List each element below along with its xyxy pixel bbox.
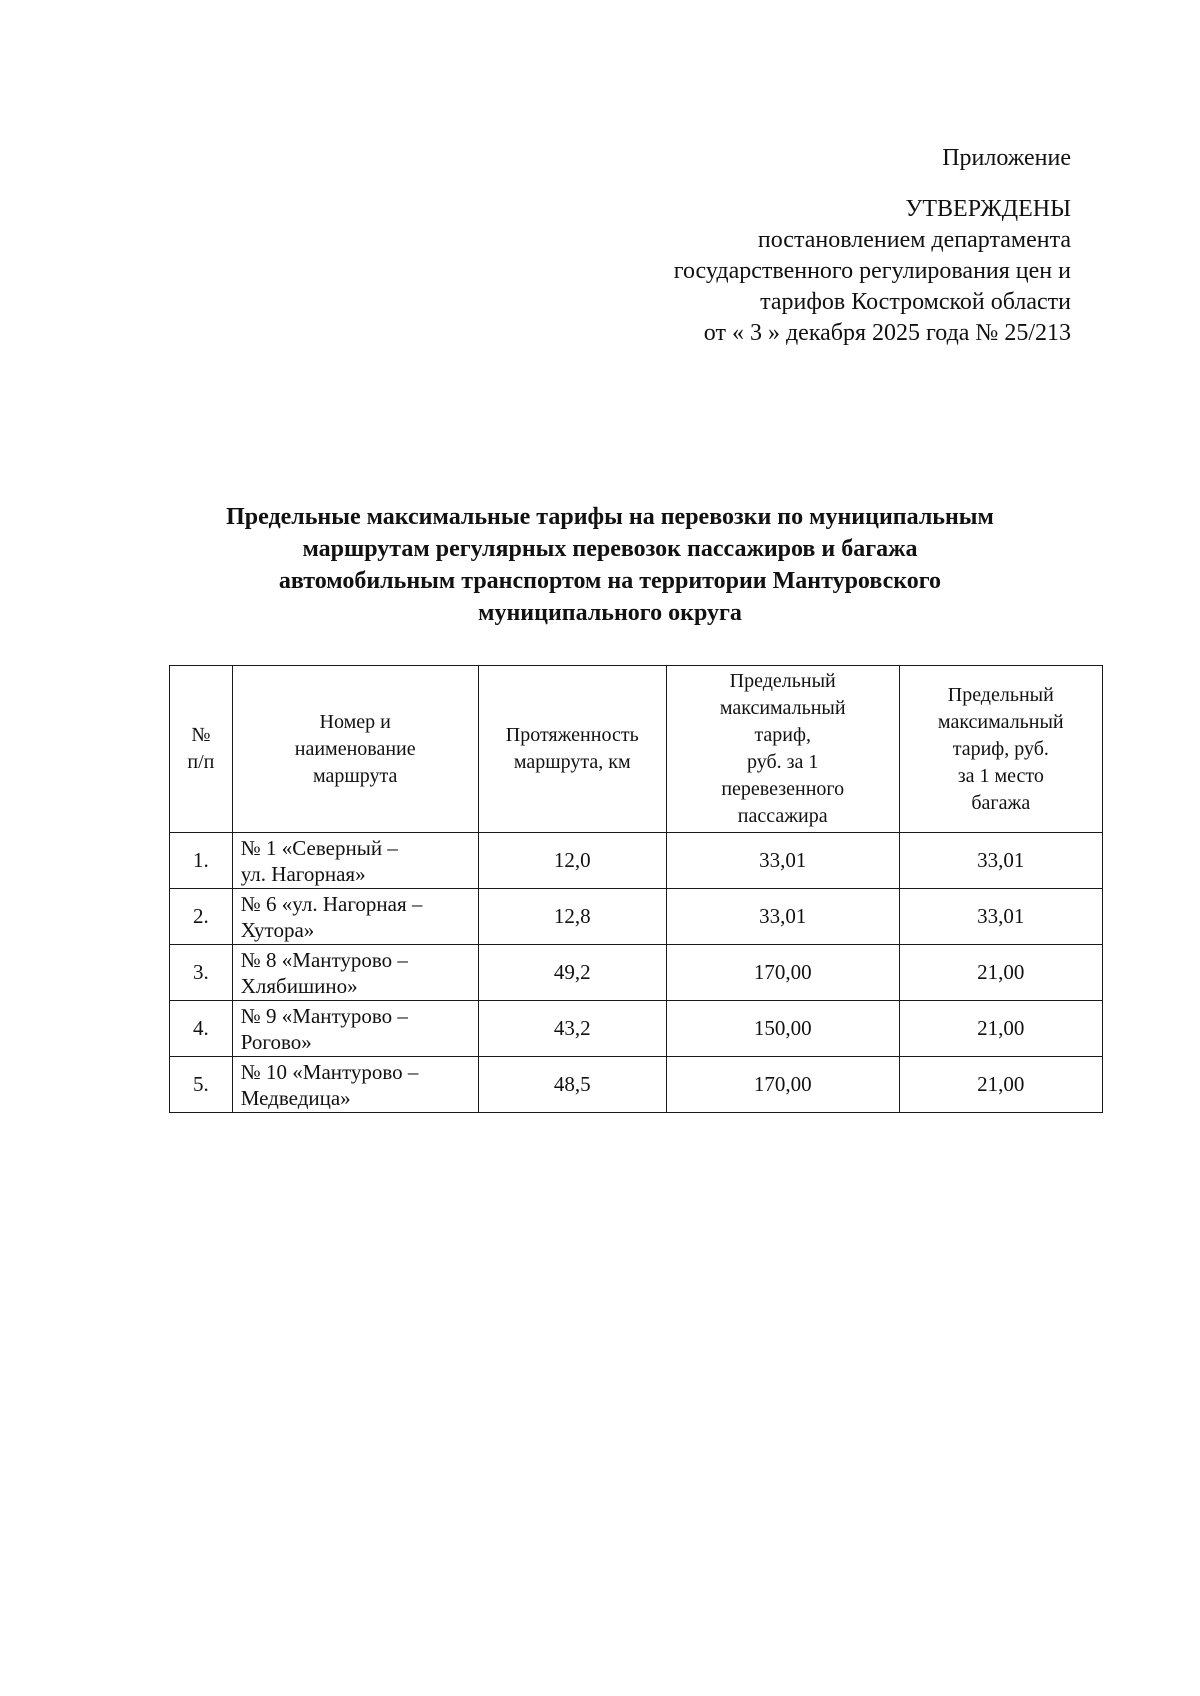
tariff-table [169,665,1103,1113]
approved-label: УТВЕРЖДЕНЫ [905,196,1071,222]
row-number: 3. [170,945,233,1001]
passenger-fare: 33,01 [666,833,899,889]
route-length: 49,2 [478,945,666,1001]
header-number: № п/п [170,666,233,833]
row-number: 4. [170,1001,233,1057]
approval-line-4: от « 3 » декабря 2025 года № 25/213 [703,320,1071,346]
row-number: 2. [170,889,233,945]
header-baggage-fare: Предельный максимальный тариф, руб. за 1 место багажа [899,666,1102,833]
title-line-3: автомобильным транспортом на территории Мантуровского [278,568,942,594]
passenger-fare: 170,00 [666,1057,899,1113]
passenger-fare: 33,01 [666,889,899,945]
route-length: 48,5 [478,1057,666,1113]
approval-line-3: тарифов Костромской области [760,289,1071,315]
header-passenger-fare: Предельный максимальный тариф, руб. за 1 перевезенного пассажира [666,666,899,833]
baggage-fare: 21,00 [899,1001,1102,1057]
table-row [170,1057,1103,1113]
baggage-fare: 21,00 [899,1057,1102,1113]
title-line-2: маршрутам регулярных перевозок пассажиров и багажа [302,536,918,562]
header-route: Номер и наименование маршрута [232,666,478,833]
baggage-fare: 33,01 [899,833,1102,889]
approval-line-2: государственного регулирования цен и [673,258,1071,284]
document-title [150,501,1070,629]
approval-line-1: постановлением департамента [757,227,1071,253]
passenger-fare: 170,00 [666,945,899,1001]
table-header-row [170,666,1103,833]
table-row [170,1001,1103,1057]
header-length: Протяженность маршрута, км [478,666,666,833]
table-row [170,945,1103,1001]
route-name: № 9 «Мантурово – Рогово» [232,1001,478,1057]
title-line-1: Предельные максимальные тарифы на перевозки по муниципальным [226,504,994,530]
table-row [170,889,1103,945]
baggage-fare: 21,00 [899,945,1102,1001]
approval-header [511,143,1071,349]
row-number: 5. [170,1057,233,1113]
appendix-label: Приложение [942,145,1071,171]
route-name: № 8 «Мантурово – Хлябишино» [232,945,478,1001]
baggage-fare: 33,01 [899,889,1102,945]
route-length: 43,2 [478,1001,666,1057]
route-length: 12,8 [478,889,666,945]
table-row [170,833,1103,889]
passenger-fare: 150,00 [666,1001,899,1057]
route-name: № 6 «ул. Нагорная – Хутора» [232,889,478,945]
title-line-4: муниципального округа [478,600,742,626]
route-length: 12,0 [478,833,666,889]
route-name: № 10 «Мантурово – Медведица» [232,1057,478,1113]
row-number: 1. [170,833,233,889]
route-name: № 1 «Северный – ул. Нагорная» [232,833,478,889]
